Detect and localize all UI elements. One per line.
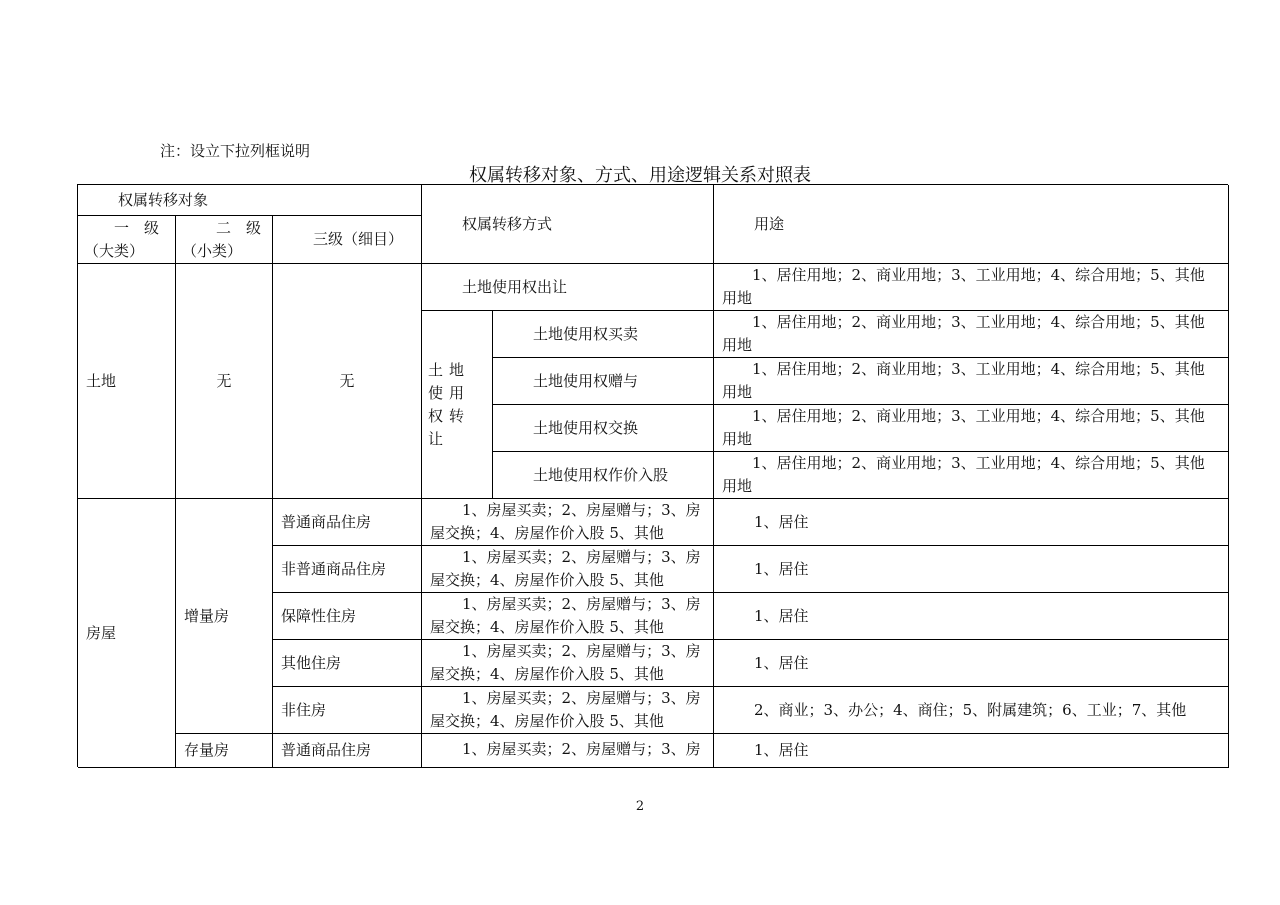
header-method: 权属转移方式 bbox=[422, 185, 714, 264]
land-usage-2: 1、居住用地；2、商业用地；3、工业用地；4、综合用地；5、其他 用地 bbox=[714, 311, 1229, 358]
land-method-buy: 土地使用权买卖 bbox=[493, 311, 714, 358]
house-level3-5: 非住房 bbox=[273, 687, 422, 734]
land-method-gift: 土地使用权赠与 bbox=[493, 358, 714, 405]
house-method-4: 1、房屋买卖；2、房屋赠与；3、房 屋交换；4、房屋作价入股 5、其他 bbox=[422, 640, 714, 687]
house-level1: 房屋 bbox=[78, 499, 176, 768]
note-text: 注：设立下拉列框说明 bbox=[160, 142, 311, 160]
house-usage-4: 1、居住 bbox=[714, 640, 1229, 687]
relation-table bbox=[77, 184, 1228, 767]
house-level2-stock: 存量房 bbox=[176, 734, 273, 768]
land-level1: 土地 bbox=[78, 264, 176, 499]
land-usage-3: 1、居住用地；2、商业用地；3、工业用地；4、综合用地；5、其他 用地 bbox=[714, 358, 1229, 405]
land-method-sale: 土地使用权出让 bbox=[422, 264, 714, 311]
land-method-exchange: 土地使用权交换 bbox=[493, 405, 714, 452]
header-level3: 三级（细目） bbox=[273, 216, 422, 264]
house-method-5: 1、房屋买卖；2、房屋赠与；3、房 屋交换；4、房屋作价入股 5、其他 bbox=[422, 687, 714, 734]
land-method-equity: 土地使用权作价入股 bbox=[493, 452, 714, 499]
land-level3: 无 bbox=[273, 264, 422, 499]
house-method-1: 1、房屋买卖；2、房屋赠与；3、房 屋交换；4、房屋作价入股 5、其他 bbox=[422, 499, 714, 546]
header-level1: 一 级 （大类） bbox=[78, 216, 176, 264]
house-level3-1: 普通商品住房 bbox=[273, 499, 422, 546]
header-usage: 用途 bbox=[714, 185, 1229, 264]
house-level2-new: 增量房 bbox=[176, 499, 273, 734]
page-number: 2 bbox=[635, 799, 645, 814]
land-usage-5: 1、居住用地；2、商业用地；3、工业用地；4、综合用地；5、其他 用地 bbox=[714, 452, 1229, 499]
house-usage-6: 1、居住 bbox=[714, 734, 1229, 768]
house-usage-5: 2、商业；3、办公；4、商住；5、附属建筑；6、工业；7、其他 bbox=[714, 687, 1229, 734]
header-level2: 二 级 （小类） bbox=[176, 216, 273, 264]
house-level3-3: 保障性住房 bbox=[273, 593, 422, 640]
house-usage-1: 1、居住 bbox=[714, 499, 1229, 546]
house-level3-2: 非普通商品住房 bbox=[273, 546, 422, 593]
house-level3-4: 其他住房 bbox=[273, 640, 422, 687]
land-level2: 无 bbox=[176, 264, 273, 499]
house-method-6: 1、房屋买卖；2、房屋赠与；3、房 bbox=[422, 734, 714, 768]
house-method-3: 1、房屋买卖；2、房屋赠与；3、房 屋交换；4、房屋作价入股 5、其他 bbox=[422, 593, 714, 640]
house-usage-2: 1、居住 bbox=[714, 546, 1229, 593]
header-object: 权属转移对象 bbox=[78, 185, 422, 216]
land-transfer-group: 土地使用权转让 bbox=[422, 311, 493, 499]
land-usage-1: 1、居住用地；2、商业用地；3、工业用地；4、综合用地；5、其他 用地 bbox=[714, 264, 1229, 311]
house-usage-3: 1、居住 bbox=[714, 593, 1229, 640]
house-method-2: 1、房屋买卖；2、房屋赠与；3、房 屋交换；4、房屋作价入股 5、其他 bbox=[422, 546, 714, 593]
table-title: 权属转移对象、方式、用途逻辑关系对照表 bbox=[469, 165, 811, 186]
land-usage-4: 1、居住用地；2、商业用地；3、工业用地；4、综合用地；5、其他 用地 bbox=[714, 405, 1229, 452]
house-level3-6: 普通商品住房 bbox=[273, 734, 422, 768]
